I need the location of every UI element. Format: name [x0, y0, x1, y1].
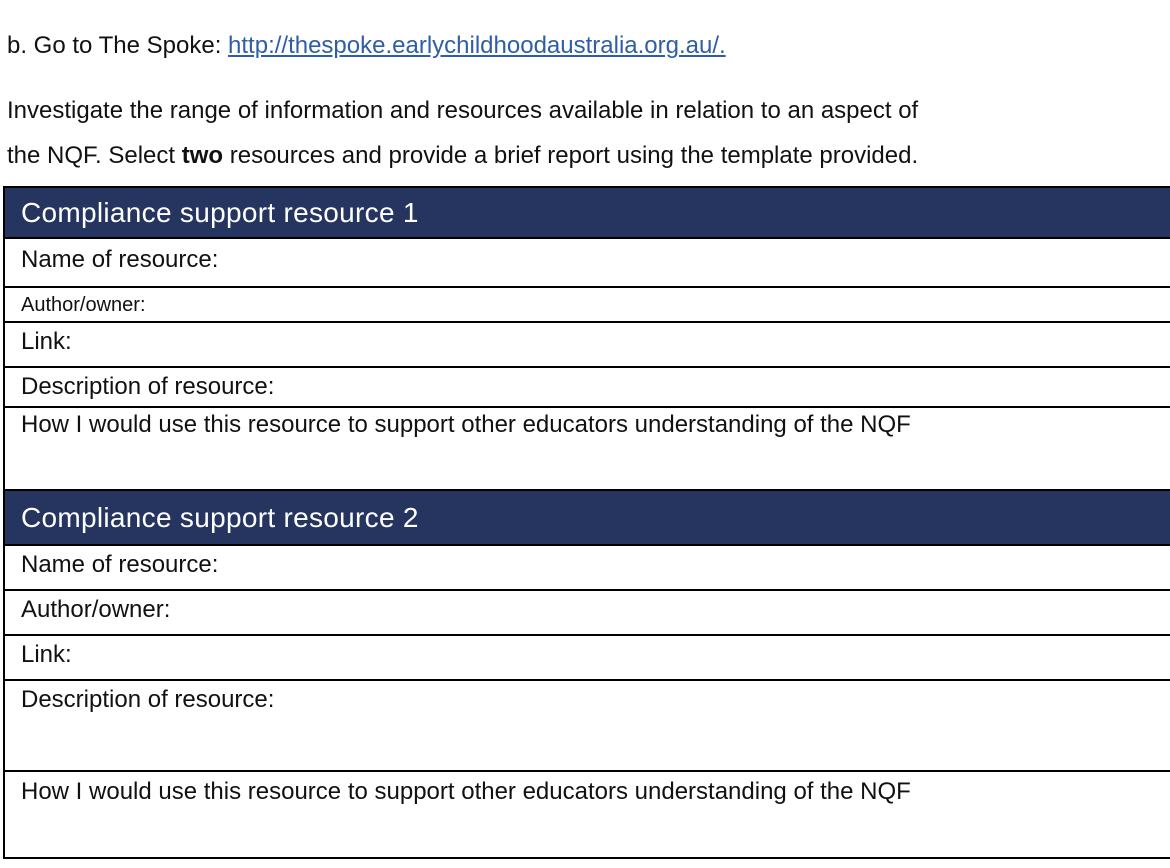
table2-author-row[interactable] — [5, 591, 1170, 636]
table1-link-row[interactable] — [5, 323, 1170, 368]
paragraph-line-2-start: the NQF. Select — [7, 142, 182, 169]
resource-table-1 — [3, 186, 1170, 491]
paragraph-line-1: Investigate the range of information and resources available in relation to an aspect of — [7, 97, 919, 124]
table1-header-title: Compliance support resource 1 — [21, 196, 419, 228]
table1-description-row[interactable] — [5, 368, 1170, 408]
table1-header — [5, 186, 1170, 239]
table2-name-row[interactable] — [5, 546, 1170, 591]
instruction-line — [7, 31, 726, 61]
instruction-paragraph — [7, 88, 1157, 178]
table2-author-label: Author/owner: — [21, 596, 171, 623]
table1-usage-row[interactable] — [5, 408, 1170, 491]
table2-description-label: Description of resource: — [21, 686, 275, 713]
spoke-link[interactable]: http://thespoke.earlychildhoodaustralia.org.au/. — [228, 32, 726, 59]
table1-name-row[interactable] — [5, 239, 1170, 288]
table2-usage-row[interactable] — [5, 772, 1170, 859]
table1-author-label: Author/owner: — [21, 294, 146, 316]
table1-usage-label: How I would use this resource to support other educators understanding of the NQF — [21, 411, 911, 438]
table1-description-label: Description of resource: — [21, 373, 275, 400]
table2-description-row[interactable] — [5, 681, 1170, 772]
table1-link-label: Link: — [21, 328, 72, 355]
resource-table-2 — [3, 489, 1170, 859]
instruction-prefix: b. Go to The Spoke: — [7, 32, 229, 59]
table2-link-label: Link: — [21, 641, 72, 668]
paragraph-line-2 — [7, 133, 1157, 178]
paragraph-bold-two: two — [181, 142, 224, 169]
table2-link-row[interactable] — [5, 636, 1170, 681]
table2-name-label: Name of resource: — [21, 551, 219, 578]
table2-header-title: Compliance support resource 2 — [21, 501, 419, 533]
paragraph-line-2-end: resources and provide a brief report using the template provided. — [223, 142, 919, 169]
table2-header — [5, 489, 1170, 546]
table1-name-label: Name of resource: — [21, 246, 219, 273]
table1-author-row[interactable] — [5, 288, 1170, 323]
table2-usage-label: How I would use this resource to support other educators understanding of the NQF — [21, 778, 911, 805]
